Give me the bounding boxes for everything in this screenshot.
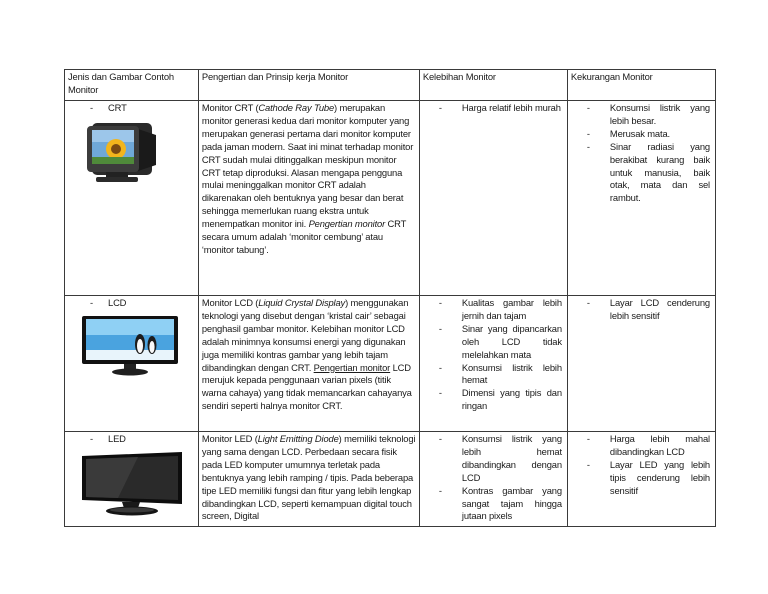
type-label: LCD <box>108 297 127 309</box>
desc-text: CRT secara umum adalah ‘monitor cembung’ atau ‘monitor tabung’. <box>201 218 407 255</box>
list-item: - Sinar radiasi yang berakibat kurang baik untuk manusia, baik otak, mata dan sel rambut. <box>571 141 712 206</box>
type-label: CRT <box>108 102 127 114</box>
desc-text: Monitor LCD ( <box>201 297 259 308</box>
type-label: LED <box>108 433 126 445</box>
list-item: - Kontras gambar yang sangat tajam hingga jutaan pixels <box>423 485 564 524</box>
table-row <box>65 101 716 296</box>
desc-text: Monitor LED ( <box>201 433 258 444</box>
desc-term: Cathode Ray Tube <box>258 102 335 113</box>
pros-cell <box>419 296 567 432</box>
monitor-comparison-table <box>64 69 716 527</box>
table-row <box>65 432 716 527</box>
table-row <box>65 296 716 432</box>
type-cell <box>65 432 199 527</box>
pros-cell <box>419 432 567 527</box>
list-item: - Sinar yang dipancarkan oleh LCD tidak melelahkan mata <box>423 323 564 362</box>
pros-cell <box>419 101 567 296</box>
type-cell <box>65 101 199 296</box>
desc-text: ) merupakan monitor generasi kedua dari monitor komputer yang merupakan generasi pertama dari monitor komputer pada jaman modern. Saat ini minat terhadap monitor CRT sudah mulai ditinggalkan meskipun monitor CRT tetap diproduksi. Alasan mengapa pengguna mulai meninggalkan monitor CRT adalah dikarenakan oleh bentuknya yang besar dan berat sehingga memerlukan ruang ekstra untuk menempatkan monitor ini. <box>201 102 414 230</box>
header-row <box>65 70 716 101</box>
definition-cell <box>198 296 419 432</box>
desc-text: Monitor CRT ( <box>201 102 259 113</box>
header-cons: Kekurangan Monitor <box>567 70 715 101</box>
dash: - <box>90 433 93 445</box>
desc-term: Light Emitting Diode <box>257 433 339 444</box>
cons-cell <box>567 296 715 432</box>
cons-cell <box>567 432 715 527</box>
desc-text: ) memiliki teknologi yang sama dengan LCD. Perbedaan secara fisik pada LED komputer umumnya terletak pada bentuknya yang lebih ramping / tipis. Pada beberapa tipe LED memiliki fungsi dan fitur yang lebih lengkap dibandingkan LCD, seperti kemampuan digital touch screen, Digital <box>201 433 416 522</box>
definition-cell <box>198 432 419 527</box>
crt-monitor-image <box>68 119 195 193</box>
led-monitor-image <box>68 450 195 522</box>
list-item: - Konsumsi listrik yang lebih hemat dibandingkan dengan LCD <box>423 433 564 485</box>
dash: - <box>90 297 93 309</box>
desc-text: LCD merujuk kepada penggunaan varian pixels (titik warna cahaya) yang tidak memancarkan cahayanya sendiri seperti halnya monitor CRT. <box>201 361 412 412</box>
desc-term: Pengertian monitor <box>308 218 386 230</box>
header-type: Jenis dan Gambar Contoh Monitor <box>65 70 199 101</box>
desc-term: Liquid Crystal Display <box>258 297 346 308</box>
type-cell <box>65 296 199 432</box>
definition-cell <box>198 101 419 296</box>
list-item: - Layar LCD cenderung lebih sensitif <box>571 297 712 323</box>
header-definition: Pengertian dan Prinsip kerja Monitor <box>198 70 419 101</box>
dash: - <box>90 102 93 114</box>
list-item: - Layar LED yang lebih tipis cenderung lebih sensitif <box>571 459 712 498</box>
list-item: - Konsumsi listrik yang lebih besar. <box>571 102 712 128</box>
desc-text: ) menggunakan teknologi yang disebut dengan ‘kristal cair’ sebagai penghasil gambar monitor. Kelebihan monitor LCD adalah minimnya konsumsi energi yang digunakan juga memiliki kontras gambar yang lebih tajam dibandingkan dengan CRT. <box>201 297 409 373</box>
desc-link[interactable]: Pengertian monitor <box>313 361 391 373</box>
list-item: - Kualitas gambar lebih jernih dan tajam <box>423 297 564 323</box>
list-item: - Dimensi yang tipis dan ringan <box>423 387 564 413</box>
list-item: - Merusak mata. <box>571 128 712 141</box>
lcd-monitor-image <box>68 314 195 382</box>
cons-cell <box>567 101 715 296</box>
list-item: - Harga lebih mahal dibandingkan LCD <box>571 433 712 459</box>
header-pros: Kelebihan Monitor <box>419 70 567 101</box>
list-item: - Konsumsi listrik lebih hemat <box>423 362 564 388</box>
list-item: - Harga relatif lebih murah <box>423 102 564 115</box>
